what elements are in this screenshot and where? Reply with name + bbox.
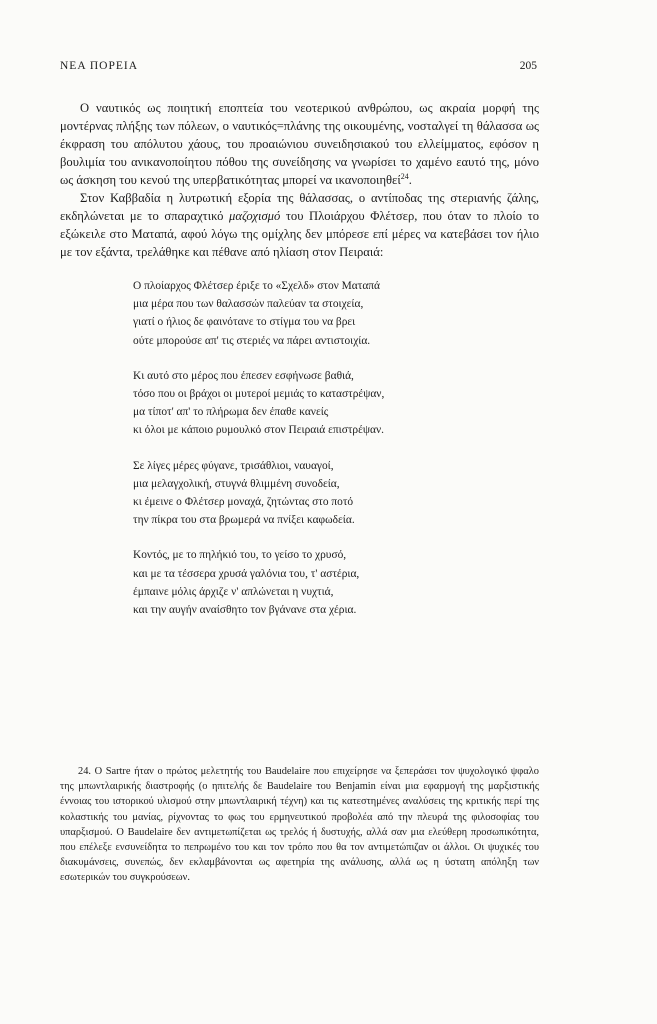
journal-title: ΝΕΑ ΠΟΡΕΙΑ [60, 60, 139, 72]
poem-line: Κοντός, με το πηλήκιό του, το γείσο το χρυσό, [133, 549, 347, 562]
poem-line: έμπαινε μόλις άρχιζε ν' απλώνεται η νυχτιά, [133, 585, 334, 598]
poem-line: κι όλοι με κάποιο ρυμουλκό στον Πειραιά επιστρέψαν. [133, 424, 384, 437]
paragraph-2-text-a: Στον Καββαδία η λυτρωτική εξορία της θάλασσας, ο αντίποδας της στεριανής ζάλης, εκδηλώνεται με το σπαραχτικό [60, 191, 539, 223]
poem-line: τόσο που οι βράχοι οι μυτεροί μεμιάς το καταστρέψαν, [133, 388, 385, 401]
paragraph-1: Ο ναυτικός ως ποιητική εποπτεία του νεοτερικού ανθρώπου, ως ακραία μορφή της μοντέρνας πλήξης των πόλεων, ο ναυτικός=πλάνης της οικουμένης, νοσταλγεί τη θάλασσα ως έκφραση του απόλυτου χάους, του προαιώνιου συνειδησιακού του ελλείμματος, εφόσον η βουλιμία του ανικανοποίητου πόθου της συνείδησης να γνωρίσει το χαμένο εαυτό της, μόνο ως άσκηση του κενού της υπερβατικότητας μπορεί να ικανοποιηθεί$^{24}$. [60, 101, 539, 187]
footnote-ref-24[interactable]: 24 [400, 171, 409, 181]
poem [133, 277, 539, 619]
stanza-2 [133, 367, 539, 440]
italic-phrase: μαζοχισμό [229, 209, 281, 223]
poem-line: γιατί ο ήλιος δε φαινότανε το στίγμα του να βρει [133, 316, 356, 329]
poem-line: κι έμεινε ο Φλέτσερ μοναχά, ζητώντας στο ποτό [133, 496, 354, 509]
footnote-text: Ο Sartre ήταν ο πρώτος μελετητής του Baudelaire που επιχείρησε να ξεπεράσει τον ψυχολογικό ψφαλο της μπωντλαιρικής διαστροφής (ο ηπιτελής δε Baudelaire του Benjamin είναι μια εφαρμογή της μαρξιστικής έννοιας του ιστορικού υλισμού στην μπωντλαιρική τέχνη) και τις κατεστημένες αναλύσεις της κριτικής περί της κολαστικής του μανίας, ρίχνοντας το φως του ερμηνευτικού προβολέα από την πλευρά της φιλοσοφίας του υπαρξισμού. Ο Baudelaire δεν αντιμετωπίζεται ως τρελός ή δυστυχής, αλλά σαν μια ελεύθερη προσωπικότητα, που επέλεξε ενσυνείδητα το πεπρωμένο του και τον τρόπο που θα τον αντιμετώπιζαν οι άλλοι. Οι ψυχικές του διακυμάνσεις, συνεπώς, δεν εκλαμβάνονται ως αφετηρία της ανάλυσης, αλλά ως η ύστατη απόληξη των εσωτερικών του συγκρούσεων. [60, 766, 539, 884]
page-number: 205 [519, 60, 537, 72]
poem-line: Ο πλοίαρχος Φλέτσερ έριξε το «Σχελδ» στον Ματαπά [133, 280, 381, 292]
poem-line: μια μελαγχολική, στυγνά θλιμμένη συνοδεία, [133, 477, 340, 490]
poem-line: Κι αυτό στο μέρος που έπεσεν εσφήνωσε βαθιά, [133, 369, 354, 382]
stanza-4 [133, 546, 539, 619]
paragraph-2 [60, 189, 539, 261]
main-text [60, 99, 539, 636]
stanza-3 [133, 457, 539, 530]
footnote-number: 24 [78, 766, 89, 777]
poem-line: την πίκρα του στα βρωμερά να πνίξει καφωδεία. [133, 514, 355, 527]
running-header [60, 60, 537, 78]
paragraph-1-text: Ο ναυτικός ως ποιητική εποπτεία του νεοτερικού ανθρώπου, ως ακραία μορφή της μοντέρνας πλήξης των πόλεων, ο ναυτικός=πλάνης της οικουμένης, νοσταλγεί τη θάλασσα ως έκφραση του απόλυτου χάους, του προαιώνιου συνειδησιακού του ελλείμματος, εφόσον η βουλιμία του ανικανοποίητου πόθου της συνείδησης να γνωρίσει το χαμένο εαυτό της, μόνο ως άσκηση του κενού της υπερβατικότητας μπορεί να ικανοποιηθεί [60, 101, 539, 187]
poem-line: μα τίποτ' απ' το πλήρωμα δεν έπαθε κανείς [133, 406, 329, 419]
paragraph-2-text-b: του Πλοιάρχου Φλέτσερ, που όταν το πλοίο το εξώκειλε στο Ματαπά, αφού λόγω της ομίχλης δεν μπόρεσε επί μέρες να κατεβάσει τον ήλιο με τον εξάντα, τρελάθηκε και πέθανε από ηλίαση στον Πειραιά: [60, 209, 539, 259]
poem-line: ούτε μπορούσε απ' τις στεριές να πάρει αντιστοιχία. [133, 334, 371, 347]
stanza-1 [133, 277, 539, 350]
poem-line: Σε λίγες μέρες φύγανε, τρισάθλιοι, ναυαγοί, [133, 459, 334, 472]
footnote-24: 24. Ο Sartre ήταν ο πρώτος μελετητής του Baudelaire που επιχείρησε να ξεπεράσει τον ψυχολογικό ψφαλο της μπωντλαιρικής διαστροφής (ο ηπιτελής δε Baudelaire του Benjamin είναι μια εφαρμογή της μαρξιστικής έννοιας του ιστορικού υλισμού στην μπωντλαιρική τέχνη) και τις κατεστημένες αναλύσεις της κριτικής περί της κολαστικής του μανίας, ρίχνοντας το φως του ερμηνευτικού προβολέα από την πλευρά της φιλοσοφίας του υπαρξισμού. Ο Baudelaire δεν αντιμετωπίζεται ως τρελός ή δυστυχής, αλλά σαν μια ελεύθερη προσωπικότητα, που επέλεξε ενσυνείδητα το πεπρωμένο του και τον τρόπο που θα τον αντιμετώπιζαν οι άλλοι. Οι ψυχικές του διακυμάνσεις, συνεπώς, δεν εκλαμβάνονται ως αφετηρία της ανάλυσης, αλλά ως η ύστατη απόληξη των εσωτερικών του συγκρούσεων. [60, 766, 539, 884]
poem-line: μια μέρα που των θαλασσών παλεύαν τα στοιχεία, [133, 298, 364, 311]
poem-line: και με τα τέσσερα χρυσά γαλόνια του, τ' αστέρια, [133, 567, 360, 580]
poem-line: και την αυγήν αναίσθητο τον βγάνανε στα χέρια. [133, 604, 357, 617]
